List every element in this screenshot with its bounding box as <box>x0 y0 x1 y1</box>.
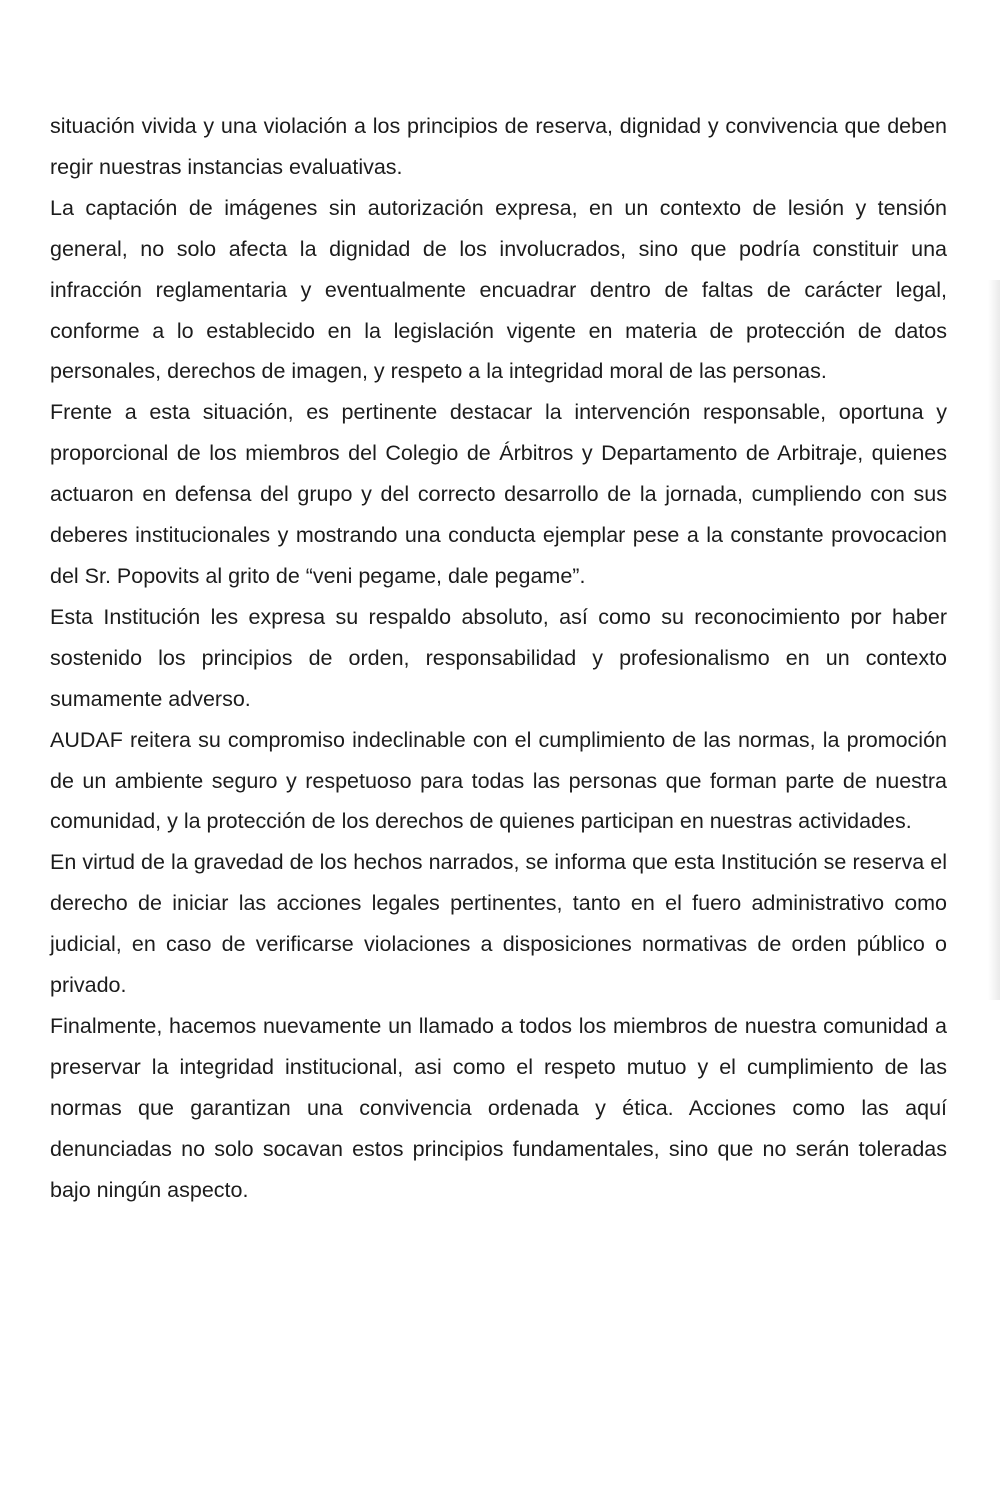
document-body <box>50 106 947 1210</box>
paragraph-7: Finalmente, hacemos nuevamente un llamado a todos los miembros de nuestra comunidad a preservar la integridad institucional, asi como el respeto mutuo y el cumplimiento de las normas que garantizan una convivencia ordenada y ética. Acciones como las aquí denunciadas no solo socavan estos principios fundamentales, sino que no serán toleradas bajo ningún aspecto. <box>50 1013 947 1202</box>
paragraph-3: Frente a esta situación, es pertinente destacar la intervención responsable, oportuna y proporcional de los miembros del Colegio de Árbitros y Departamento de Arbitraje, quienes actuaron en defensa del grupo y del correcto desarrollo de la jornada, cumpliendo con sus deberes institucionales y mostrando una conducta ejemplar pese a la constante provocacion del Sr. Popovits al grito de “veni pegame, dale pegame”. <box>50 400 947 588</box>
paragraph-1: situación vivida y una violación a los principios de reserva, dignidad y convivencia que deben regir nuestras instancias evaluativas. <box>50 114 947 179</box>
paragraph-2: La captación de imágenes sin autorización expresa, en un contexto de lesión y tensión general, no solo afecta la dignidad de los involucrados, sino que podría constituir una infracción reglamentaria y eventualmente encuadrar dentro de faltas de carácter legal, conforme a lo establecido en la legislación vigente en materia de protección de datos personales, derechos de imagen, y respeto a la integridad moral de las personas. <box>50 195 947 384</box>
paragraph-5: AUDAF reitera su compromiso indeclinable con el cumplimiento de las normas, la promoción de un ambiente seguro y respetuoso para todas las personas que forman parte de nuestra comunidad, y la protección de los derechos de quienes participan en nuestras actividades. <box>50 727 947 834</box>
paragraph-4: Esta Institución les expresa su respaldo absoluto, así como su reconocimiento por haber sostenido los principios de orden, responsabilidad y profesionalismo en un contexto sumamente adverso. <box>50 604 947 711</box>
paragraph-6: En virtud de la gravedad de los hechos narrados, se informa que esta Institución se reserva el derecho de iniciar las acciones legales pertinentes, tanto en el fuero administrativo como judicial, en caso de verificarse violaciones a disposiciones normativas de orden público o privado. <box>50 850 947 998</box>
page-edge-shadow <box>988 280 1000 1000</box>
